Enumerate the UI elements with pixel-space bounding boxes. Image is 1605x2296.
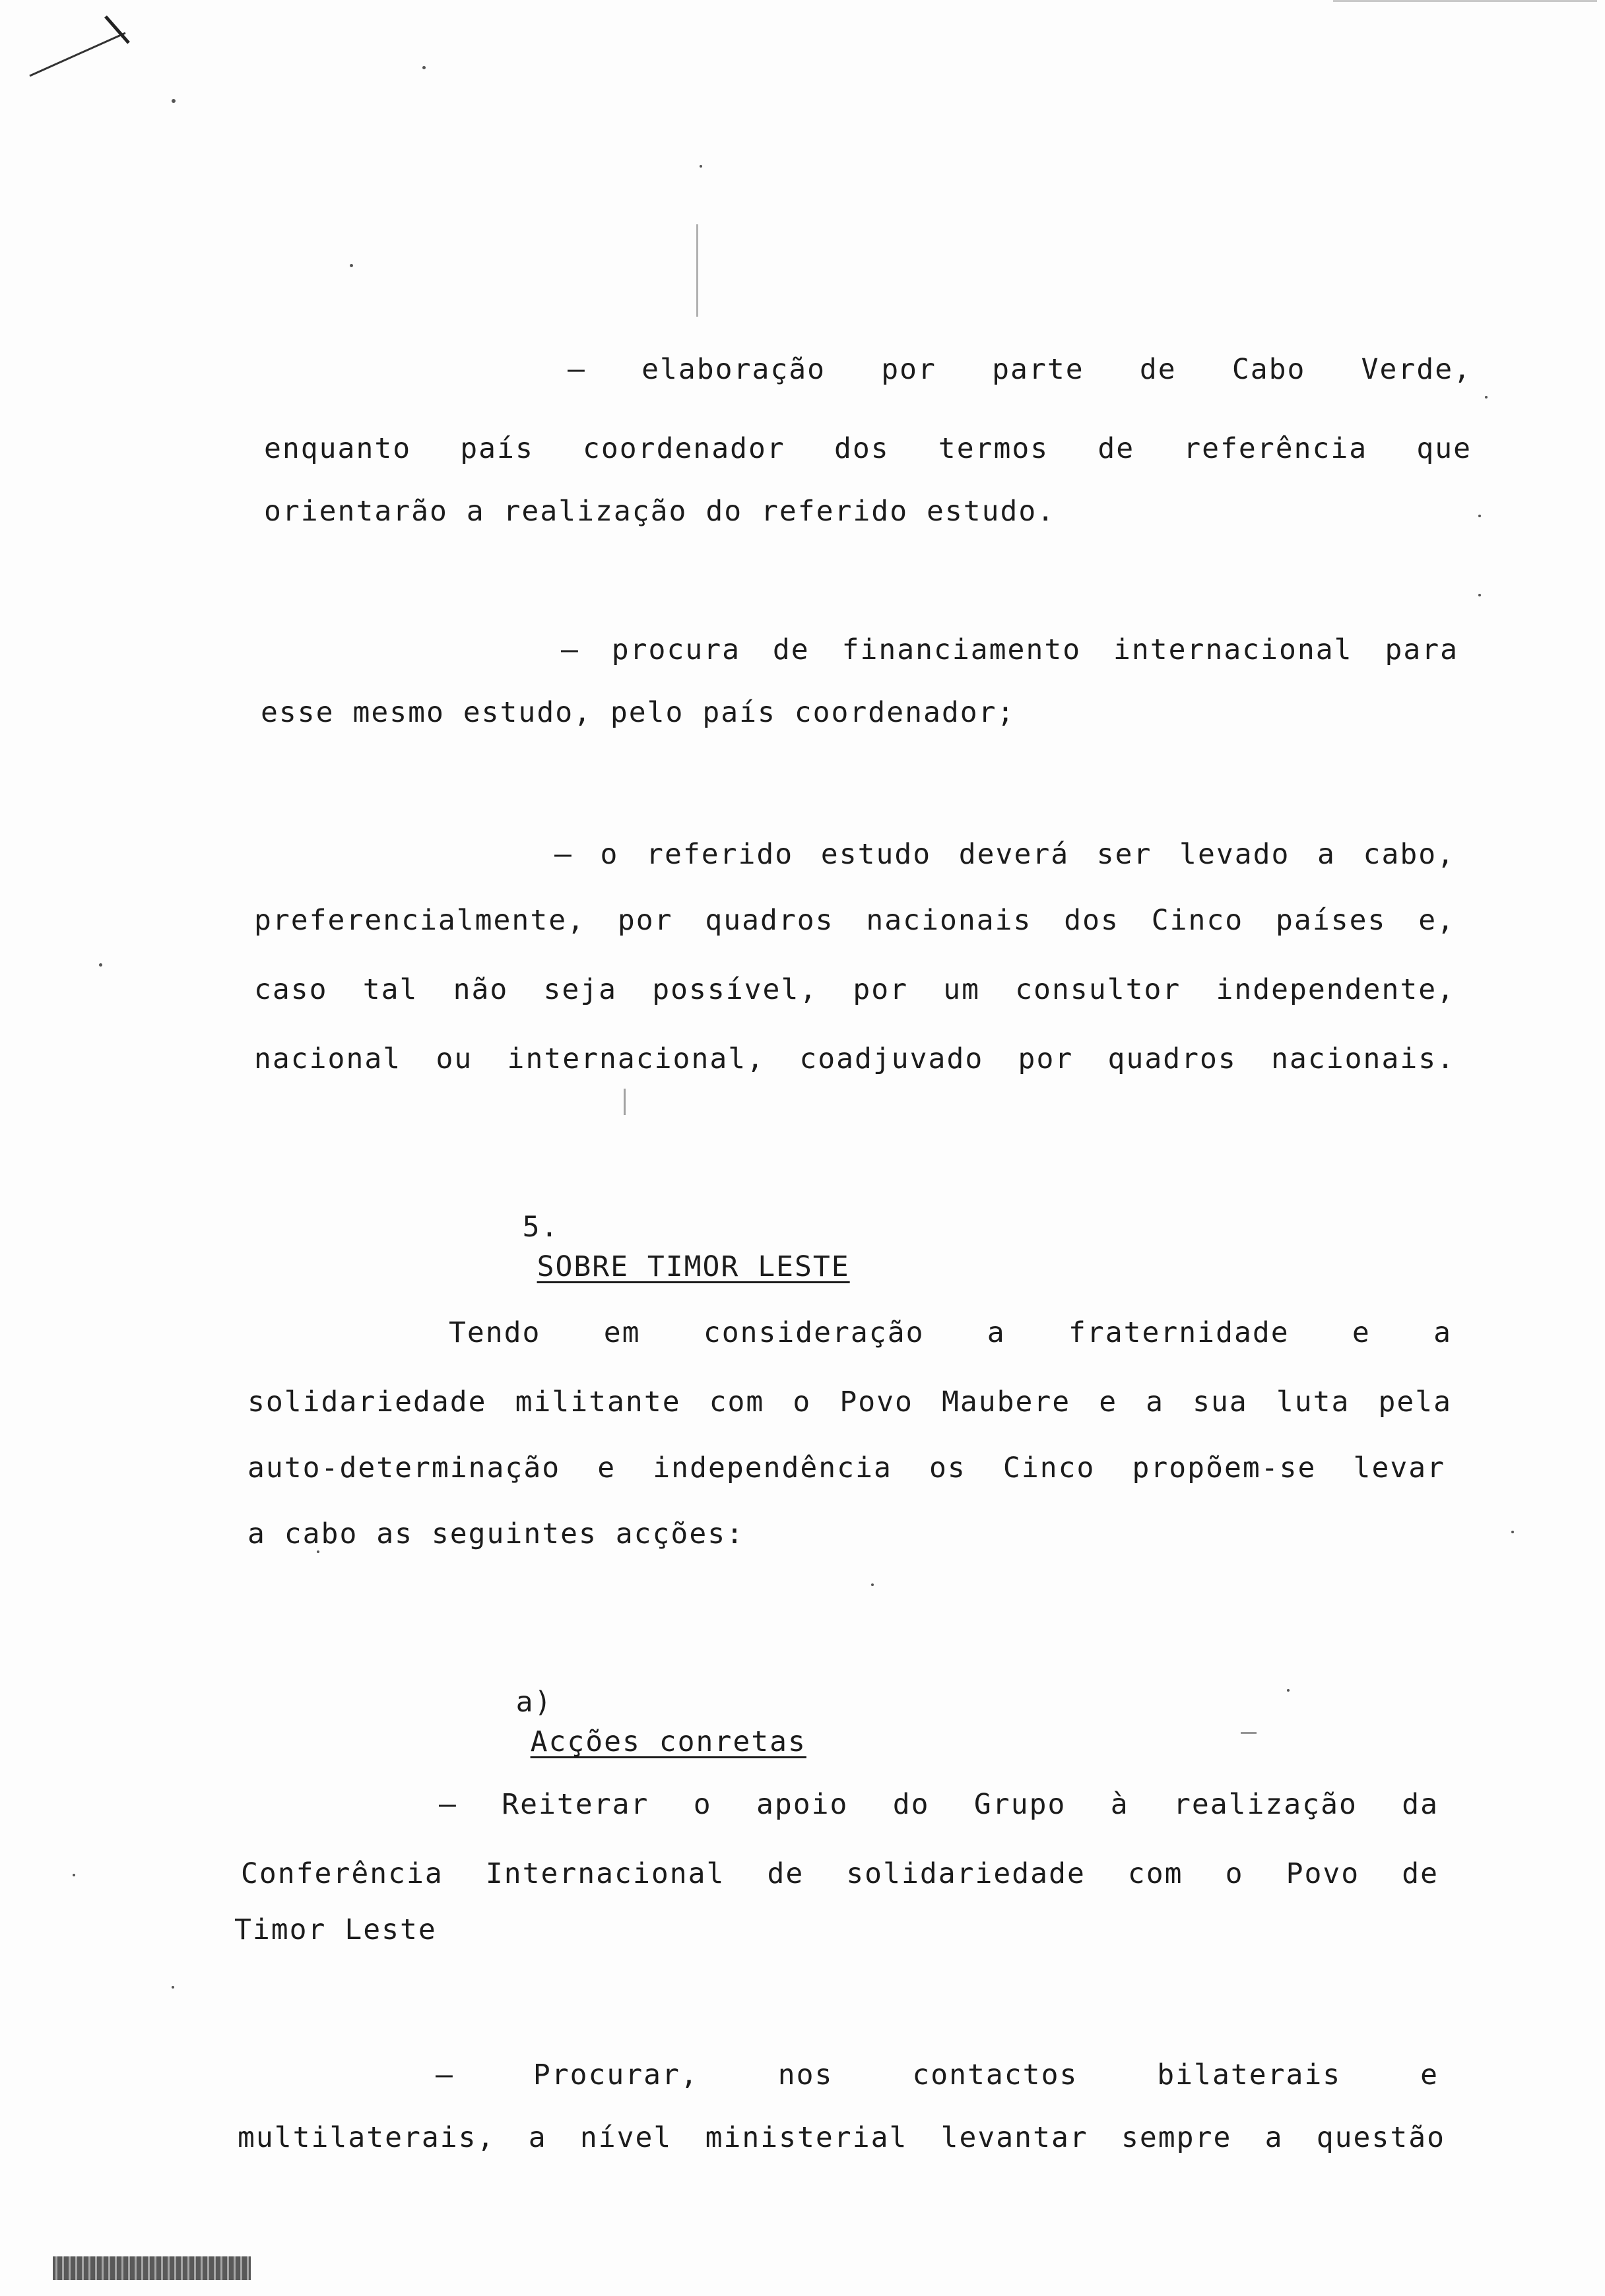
scan-speck (422, 66, 426, 69)
text-line: auto-determinação e independência os Cinco propõem-se levar (247, 1451, 1445, 1484)
scan-mark (1241, 1732, 1257, 1734)
scan-mark (1333, 0, 1597, 2)
text-line: esse mesmo estudo, pelo país coordenador; (261, 696, 1016, 729)
text-line: multilaterais, a nível ministerial levantar sempre a questão (238, 2121, 1445, 2154)
section-title: SOBRE TIMOR LESTE (537, 1250, 850, 1283)
text-line: preferencialmente, por quadros nacionais dos Cinco países e, (254, 904, 1455, 937)
text-line: orientarão a realização do referido estudo. (264, 495, 1056, 528)
scan-speck (871, 1583, 874, 1586)
text-line: enquanto país coordenador dos termos de referência que (264, 432, 1472, 465)
scan-mark (624, 1089, 626, 1115)
text-line: Timor Leste (234, 1913, 437, 1946)
scan-speck (99, 963, 102, 967)
scan-mark (696, 224, 698, 317)
scan-speck (172, 99, 176, 103)
text-line: caso tal não seja possível, por um consultor independente, (254, 973, 1455, 1006)
text-line: — procura de financiamento internacional para (561, 633, 1458, 666)
text-line: a cabo as seguintes acções: (247, 1517, 744, 1550)
text-line: — Reiterar o apoio do Grupo à realização da (439, 1788, 1439, 1821)
section-heading (449, 1168, 850, 1326)
text-line: solidariedade militante com o Povo Maubere e a sua luta pela (247, 1386, 1452, 1419)
corner-mark-icon (26, 13, 132, 79)
text-line: — elaboração por parte de Cabo Verde, (568, 353, 1472, 386)
text-line: Conferência Internacional de solidariedade com o Povo de (241, 1857, 1439, 1890)
text-line: Tendo em consideração a fraternidade e a (449, 1316, 1452, 1349)
subsection-label: a) (515, 1686, 553, 1719)
scan-speck (172, 1986, 174, 1989)
scan-speck (1511, 1531, 1514, 1533)
text-line: nacional ou internacional, coadjuvado por quadros nacionais. (254, 1042, 1455, 1075)
scan-speck (700, 165, 702, 168)
scan-speck (73, 1874, 75, 1876)
archive-stamp (53, 2256, 251, 2280)
scan-speck (1478, 515, 1481, 517)
scan-speck (350, 264, 353, 267)
scan-speck (1478, 594, 1481, 596)
scan-speck (317, 1550, 319, 1553)
scan-speck (1485, 396, 1488, 399)
text-line: — Procurar, nos contactos bilaterais e (436, 2058, 1439, 2091)
subsection-heading (442, 1643, 806, 1801)
section-number: 5. (522, 1211, 560, 1244)
subsection-title: Acções conretas (530, 1725, 806, 1758)
scan-speck (1287, 1689, 1290, 1692)
text-line: — o referido estudo deverá ser levado a cabo, (554, 838, 1455, 871)
